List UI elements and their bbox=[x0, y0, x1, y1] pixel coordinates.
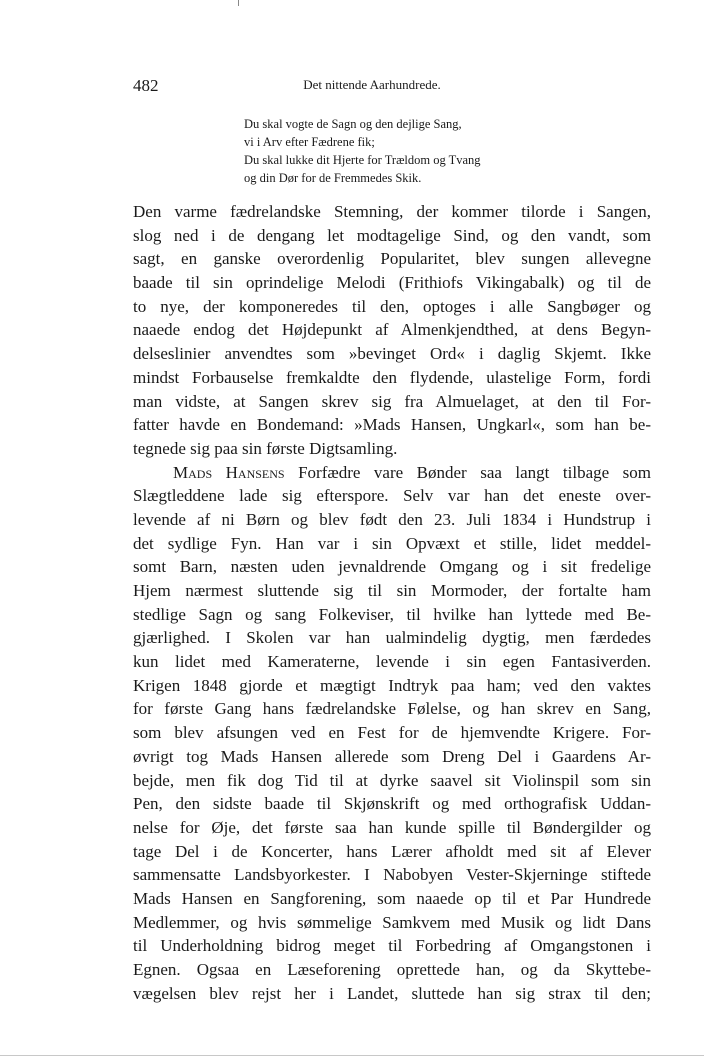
text-line: kun lidet med Kameraterne, levende i sin egen Fantasiverden. bbox=[133, 652, 651, 672]
scan-bottom-edge bbox=[0, 1055, 704, 1056]
poem-line: og din Dør for de Fremmedes Skik. bbox=[244, 171, 422, 185]
text-line: til Underholdning bidrog meget til Forbedring af Omgangstonen i bbox=[133, 936, 651, 956]
poem-line: Du skal lukke dit Hjerte for Trældom og Tvang bbox=[244, 153, 481, 167]
text-line: Medlemmer, og hvis sømmelige Samkvem med Musik og lidt Dans bbox=[133, 912, 651, 932]
smallcaps-name: Mads Hansens bbox=[173, 462, 285, 482]
text-line: for første Gang hans fædrelandske Følelse, og han skrev en Sang, bbox=[133, 699, 651, 719]
first-line-rest: Forfædre vare Bønder saa langt tilbage som bbox=[284, 462, 651, 482]
poem-stanza bbox=[244, 115, 481, 187]
text-line: Egnen. Ogsaa en Læseforening oprettede han, og da Skyttebe- bbox=[133, 960, 651, 979]
text-line: Mads Hansen en Sangforening, som naaede op til et Par Hundrede bbox=[133, 888, 651, 908]
text-line: øvrigt tog Mads Hansen allerede som Dreng Del i Gaardens Ar- bbox=[133, 746, 651, 766]
text-line: det sydlige Fyn. Han var i sin Opvæxt et stille, lidet meddel- bbox=[133, 533, 651, 553]
text-line: delseslinier anvendtes som »bevinget Ord« i daglig Skjemt. Ikke bbox=[133, 344, 651, 364]
text-line: vægelsen blev rejst her i Landet, sluttede han sig strax til den; bbox=[133, 983, 651, 1003]
paragraph-first-line bbox=[133, 461, 651, 485]
text-line: slog ned i de dengang let modtagelige Sind, og den vandt, som bbox=[133, 225, 651, 245]
text-line: tegnede sig paa sin første Digtsamling. bbox=[133, 438, 398, 458]
text-line: sagt, en ganske overordenlig Popularitet, blev sungen allevegne bbox=[133, 249, 651, 269]
text-line: nelse for Øje, det første saa han kunde spille til Bøndergilder og bbox=[133, 817, 651, 837]
poem-line: vi i Arv efter Fædrene fik; bbox=[244, 135, 375, 149]
text-line: sammensatte Landsbyorkester. I Nabobyen Vester-Skjerninge stiftede bbox=[133, 865, 651, 885]
poem-line: Du skal vogte de Sagn og den dejlige Sang, bbox=[244, 117, 462, 131]
text-line: fatter havde en Bondemand: »Mads Hansen, Ungkarl«, som han be- bbox=[133, 415, 651, 435]
text-line: Pen, den sidste baade til Skjønskrift og med orthografisk Uddan- bbox=[133, 794, 651, 814]
text-line: man vidste, at Sangen skrev sig fra Almuelaget, at den til For- bbox=[133, 391, 651, 411]
text-line: Hjem nærmest sluttende sig til sin Mormoder, der fortalte ham bbox=[133, 581, 651, 600]
text-line: gjærlighed. I Skolen var han ualmindelig dygtig, men færdedes bbox=[133, 628, 651, 648]
page-number: 482 bbox=[133, 76, 159, 95]
text-line: som blev afsungen ved en Fest for de hjemvendte Krigere. For- bbox=[133, 723, 651, 743]
scan-edge-mark bbox=[238, 0, 239, 6]
text-line: baade til sin oprindelige Melodi (Frithiofs Vikingabalk) og til de bbox=[133, 273, 651, 293]
text-line: Slægtleddene lade sig efterspore. Selv var han det eneste over- bbox=[133, 486, 651, 506]
body-text bbox=[133, 200, 651, 1005]
running-title: Det nittende Aarhundrede. bbox=[303, 77, 441, 92]
text-line: levende af ni Børn og blev født den 23. Juli 1834 i Hundstrup i bbox=[133, 509, 651, 529]
text-line: Krigen 1848 gjorde et mægtigt Indtryk paa ham; ved den vaktes bbox=[133, 675, 651, 695]
text-line: stedlige Sagn og sang Folkeviser, til hvilke han lyttede med Be- bbox=[133, 604, 651, 624]
text-line: Den varme fædrelandske Stemning, der kommer tilorde i Sangen, bbox=[133, 202, 651, 221]
text-line: to nye, der komponeredes til den, optoges i alle Sangbøger og bbox=[133, 296, 651, 316]
text-line: naaede endog det Højdepunkt af Almenkjendthed, at dens Begyn- bbox=[133, 320, 651, 340]
text-line: tage Del i de Koncerter, hans Lærer afholdt med sit af Elever bbox=[133, 841, 651, 861]
text-line: somt Barn, næsten uden jevnaldrende Omgang og i sit fredelige bbox=[133, 557, 651, 577]
text-line: bejde, men fik dog Tid til at dyrke saavel sit Violinspil som sin bbox=[133, 770, 651, 790]
text-line: mindst Forbauselse fremkaldte den flydende, ulastelige Form, fordi bbox=[133, 367, 651, 387]
